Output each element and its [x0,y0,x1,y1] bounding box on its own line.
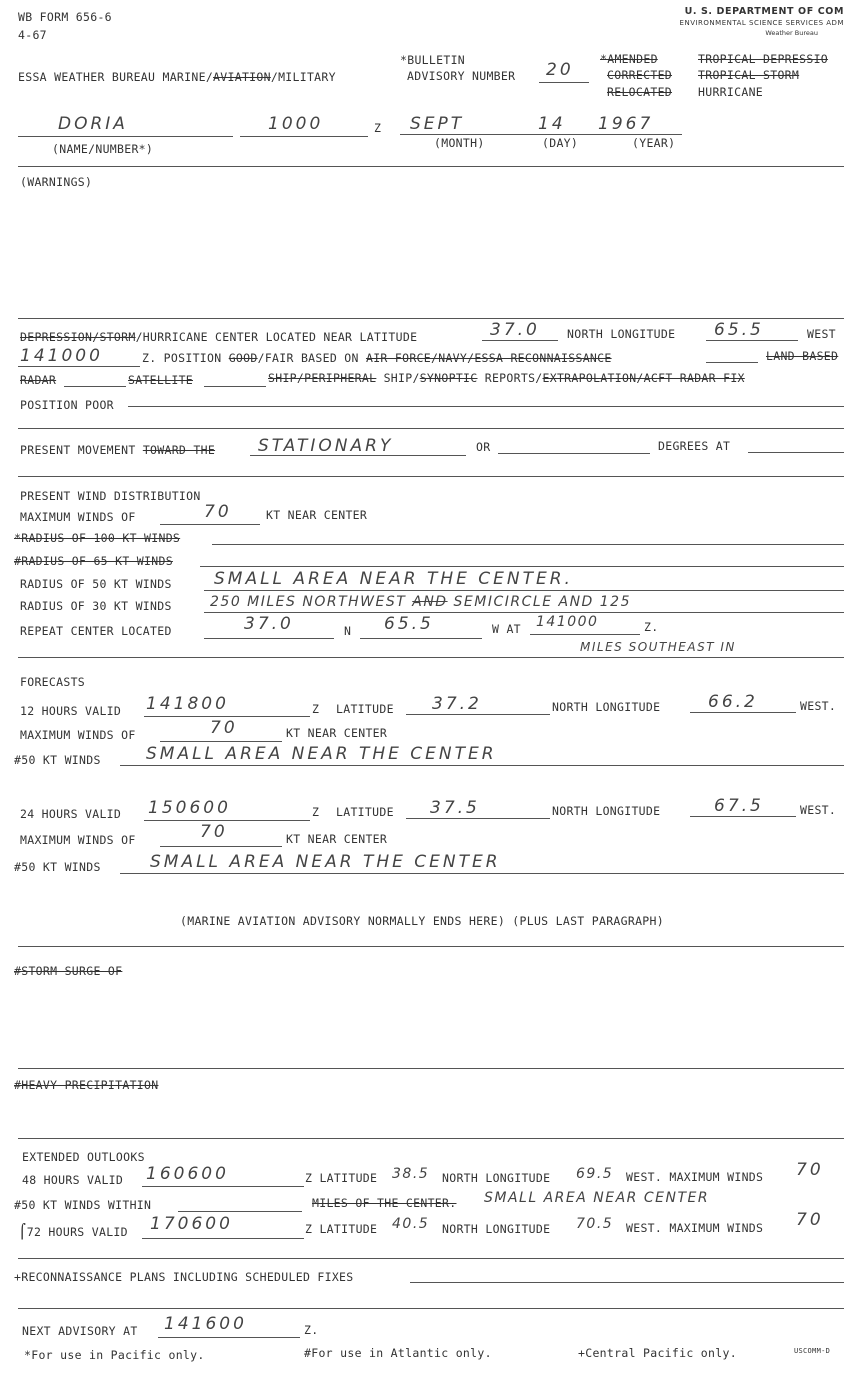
repeat-longitude: 65.5 [384,614,434,634]
wind-distribution-title: PRESENT WIND DISTRIBUTION [20,489,201,503]
bulletin-label: *BULLETIN [400,53,466,67]
f12-lon-line [690,712,796,713]
f24-z: Z [312,805,320,819]
service-line: ESSA WEATHER BUREAU MARINE/AVIATION/MILITARY [18,70,336,84]
o48-time-line [142,1186,304,1187]
f24-50-label: #50 KT WINDS [14,860,101,874]
o48-time: 160600 [146,1164,229,1184]
corrected-label: CORRECTED [607,68,673,82]
radius-50-value: SMALL AREA NEAR THE CENTER. [214,569,573,589]
repeat-lon-line [360,638,482,639]
f12-kt-label: KT NEAR CENTER [286,726,388,740]
radius-50-label: RADIUS OF 50 KT WINDS [20,577,172,591]
next-z-label: Z. [304,1323,319,1337]
f12-50-line [120,765,844,766]
advisory-number-label: ADVISORY NUMBER [407,69,516,83]
f24-time-line [144,820,310,821]
f12-north-label: NORTH LONGITUDE [552,700,661,714]
f24-max-value: 70 [200,822,228,842]
advisory-day: 14 [538,114,566,134]
f12-time: 141800 [146,694,229,714]
radar-line [64,386,126,387]
name-line [18,136,233,137]
max-winds-value: 70 [204,502,232,522]
n-label: N [344,624,352,638]
o72-time-line [142,1238,304,1239]
department-title: U. S. DEPARTMENT OF COM [684,6,844,17]
next-advisory-line [158,1337,300,1338]
day-label: (DAY) [542,136,579,150]
f12-max-label: MAXIMUM WINDS OF [20,728,136,742]
f12-max-line [160,741,282,742]
recon-plans-label: +RECONNAISSANCE PLANS INCLUDING SCHEDULED FIXES [14,1270,354,1284]
divider [18,946,844,947]
radius-30-line [204,612,844,613]
radius-100-line [212,544,844,545]
radius-30-value: 250 MILES NORTHWEST AND SEMICIRCLE AND 125 [210,594,631,610]
divider [18,318,844,319]
position-line: Z. POSITION GOOD/FAIR BASED ON AIR FORCE/NAVY/ESSA RECONNAISSANCE [142,351,612,365]
warnings-label: (WARNINGS) [20,175,93,189]
hurricane-label: HURRICANE [698,85,764,99]
f24-max-line [160,846,282,847]
f24-label: 24 HOURS VALID [20,807,122,821]
amended-label: *AMENDED [600,52,658,66]
radius-65-label: #RADIUS OF 65 KT WINDS [14,554,173,568]
movement-label: PRESENT MOVEMENT TOWARD THE [20,443,216,457]
max-winds-line [160,524,260,525]
f12-longitude: 66.2 [708,692,758,712]
advisory-year: 1967 [598,114,654,134]
or-label: OR [476,440,491,454]
tropical-depression-label: TROPICAL DEPRESSIO [698,52,829,66]
divider [18,1308,844,1309]
latitude-line [482,340,558,341]
f12-lat-line [406,714,550,715]
name-label: (NAME/NUMBER*) [52,142,154,156]
f24-longitude: 67.5 [714,796,764,816]
form-date: 4-67 [18,28,47,42]
administration-title: ENVIRONMENTAL SCIENCE SERVICES ADM [679,19,844,27]
reports-line: SHIP/PERIPHERAL SHIP/SYNOPTIC REPORTS/EXTRAPOLATION/ACFT RADAR FIX [268,371,745,385]
f12-lat-label: LATITUDE [336,702,394,716]
f24-time: 150600 [148,798,231,818]
radius-100-label: *RADIUS OF 100 KT WINDS [14,531,181,545]
divider [18,1138,844,1139]
o72-west-max: WEST. MAXIMUM WINDS [626,1221,764,1235]
f12-time-line [144,716,310,717]
f12-50-value: SMALL AREA NEAR THE CENTER [146,744,497,764]
position-poor-label: POSITION POOR [20,398,114,412]
advisory-time: 1000 [268,114,324,134]
o72-latitude: 40.5 [392,1216,430,1232]
advisory-month: SEPT [410,114,465,134]
advisory-number-line [539,82,589,83]
o72-time: 170600 [150,1214,233,1234]
f24-50-line [120,873,844,874]
footnote-atlantic: #For use in Atlantic only. [304,1346,492,1360]
year-label: (YEAR) [632,136,676,150]
divider [18,166,844,167]
datetime-line [18,366,140,367]
radar-label: RADAR [20,373,57,387]
bureau-title: Weather Bureau [765,29,818,37]
repeat-time: 141000 [536,614,599,630]
center-longitude: 65.5 [714,320,764,340]
divider [18,657,844,658]
divider [18,476,844,477]
storm-surge-label: #STORM SURGE OF [14,964,123,978]
heavy-precip-label: #HEAVY PRECIPITATION [14,1078,159,1092]
divider [18,1258,844,1259]
footnote-pacific: *For use in Pacific only. [24,1348,205,1362]
tropical-storm-label: TROPICAL STORM [698,68,800,82]
o48-label: 48 HOURS VALID [22,1173,124,1187]
extra-note: MILES SOUTHEAST IN [580,640,736,654]
next-advisory-label: NEXT ADVISORY AT [22,1324,138,1338]
marine-note: (MARINE AVIATION ADVISORY NORMALLY ENDS HERE) (PLUS LAST PARAGRAPH) [180,914,664,928]
w-at-label: W AT [492,622,521,636]
satellite-label: SATELLITE [128,373,194,387]
forecasts-title: FORECASTS [20,675,86,689]
f24-50-value: SMALL AREA NEAR THE CENTER [150,852,501,872]
movement-value: STATIONARY [258,436,394,456]
f24-west-label: WEST. [800,803,837,817]
longitude-line [706,340,798,341]
o48-longitude: 69.5 [576,1166,614,1182]
degrees-line [498,453,650,454]
w50-struck-label: MILES OF THE CENTER. [312,1196,457,1210]
o72-label: ⌠72 HOURS VALID [18,1224,128,1240]
movement-line [250,455,466,456]
f24-max-label: MAXIMUM WINDS OF [20,833,136,847]
time-line [240,136,368,137]
center-datetime: 141000 [20,346,103,366]
form-number: WB FORM 656-6 [18,10,112,24]
radius-30-label: RADIUS OF 30 KT WINDS [20,599,172,613]
divider [18,428,844,429]
center-latitude: 37.0 [490,320,540,340]
w50-value: SMALL AREA NEAR CENTER [484,1190,710,1206]
recon-line [410,1282,844,1283]
o48-z-lat: Z LATITUDE [305,1171,378,1185]
f12-z: Z [312,702,320,716]
f12-50-label: #50 KT WINDS [14,753,101,767]
o48-west-max: WEST. MAXIMUM WINDS [626,1170,764,1184]
w50-line [178,1211,302,1212]
max-winds-label: MAXIMUM WINDS OF [20,510,136,524]
land-based-label: LAND BASED [766,349,839,363]
degrees-at-label: DEGREES AT [658,439,731,453]
f24-kt-label: KT NEAR CENTER [286,832,388,846]
f24-lat-label: LATITUDE [336,805,394,819]
north-longitude-label: NORTH LONGITUDE [567,327,676,341]
o48-max-value: 70 [796,1160,824,1180]
kt-near-center-label: KT NEAR CENTER [266,508,368,522]
radius-65-line [200,566,844,567]
speed-line [748,452,844,453]
west-label: WEST [807,327,836,341]
outlooks-title: EXTENDED OUTLOOKS [22,1150,145,1164]
center-located-label: DEPRESSION/STORM/HURRICANE CENTER LOCATED NEAR LATITUDE [20,330,418,344]
f24-north-label: NORTH LONGITUDE [552,804,661,818]
month-label: (MONTH) [434,136,485,150]
repeat-center-label: REPEAT CENTER LOCATED [20,624,172,638]
relocated-label: RELOCATED [607,85,673,99]
blank-line [128,406,844,407]
f12-max-value: 70 [210,718,238,738]
storm-name: DORIA [58,114,128,134]
f12-label: 12 HOURS VALID [20,704,122,718]
repeat-lat-line [204,638,334,639]
repeat-latitude: 37.0 [244,614,294,634]
repeat-z-label: Z. [644,620,659,634]
o48-north-label: NORTH LONGITUDE [442,1171,551,1185]
f24-lat-line [406,818,550,819]
o72-north-label: NORTH LONGITUDE [442,1222,551,1236]
o72-max-value: 70 [796,1210,824,1230]
o48-latitude: 38.5 [392,1166,430,1182]
divider [18,1068,844,1069]
next-advisory-time: 141600 [164,1314,247,1334]
footnote-central: +Central Pacific only. [578,1346,737,1360]
advisory-number-value: 20 [546,60,574,80]
recon-line [706,362,758,363]
radius-50-line [204,590,844,591]
z-label: Z [374,121,382,135]
f12-west-label: WEST. [800,699,837,713]
o72-longitude: 70.5 [576,1216,614,1232]
footer-code: USCOMM-D [794,1347,831,1355]
satellite-line [204,386,266,387]
date-line [400,134,682,135]
w50-label: #50 KT WINDS WITHIN [14,1198,152,1212]
f12-latitude: 37.2 [432,694,482,714]
repeat-time-line [530,634,640,635]
o72-z-lat: Z LATITUDE [305,1222,378,1236]
f24-lon-line [690,816,796,817]
f24-latitude: 37.5 [430,798,480,818]
